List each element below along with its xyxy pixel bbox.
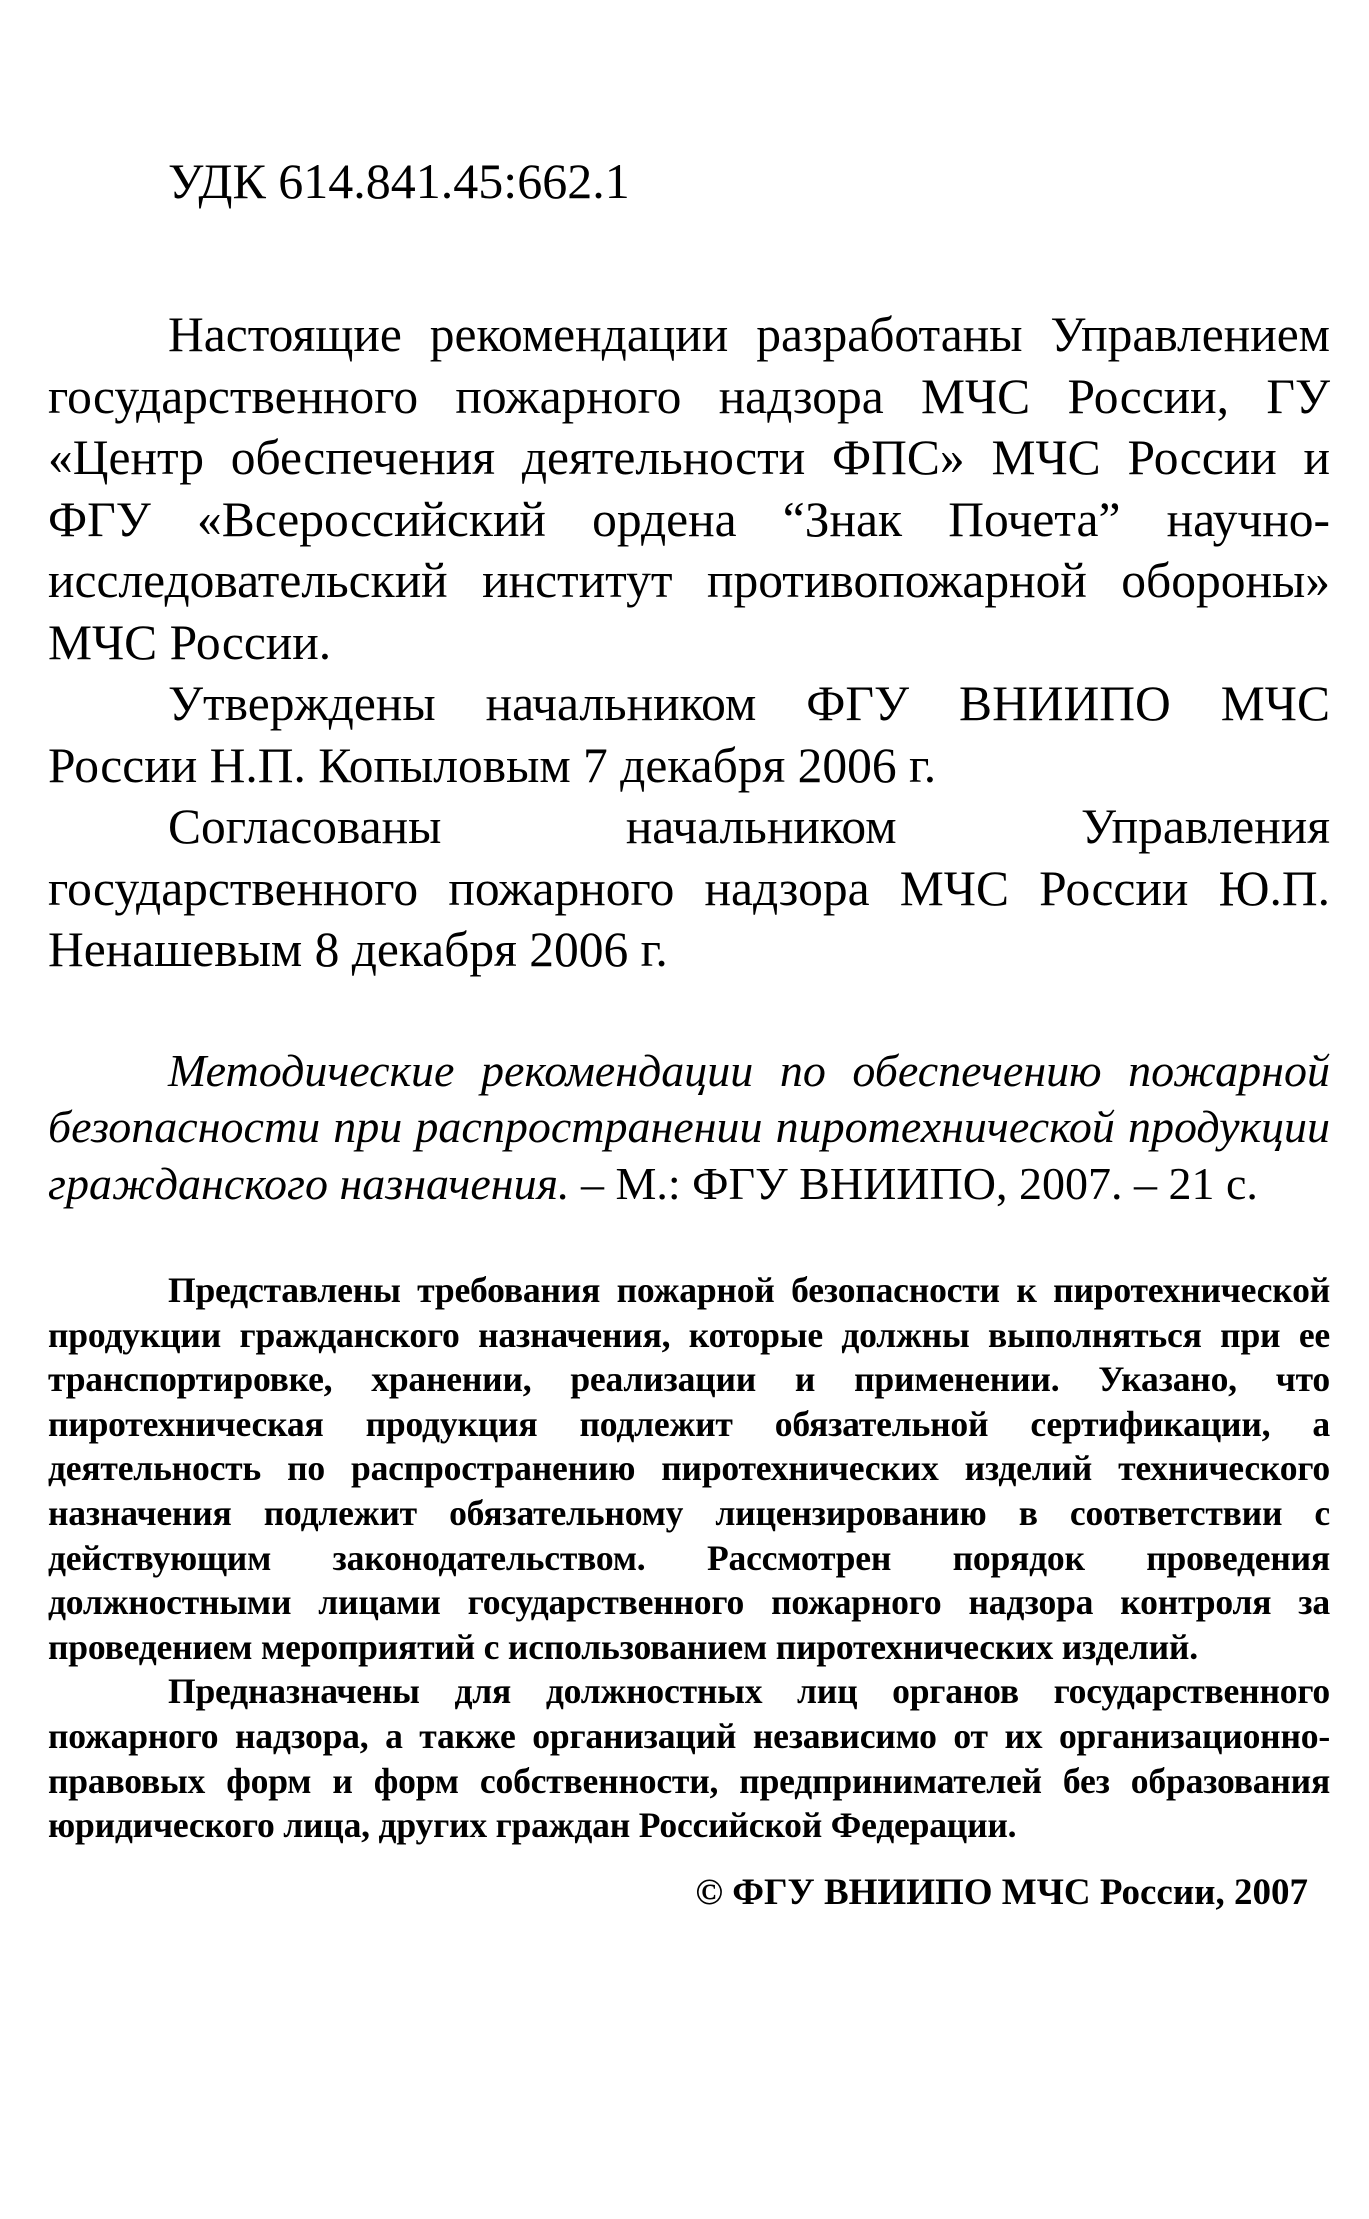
abstract-paragraph-2: Предназначены для должностных лиц органов государственного пожарного надзора, а также организаций независимо от их организационно-правовых форм и форм собственности, предпринимателей без образования юридического лица, других граждан Российской Федерации. — [48, 1671, 1330, 1846]
developers-paragraph: Настоящие рекомендации разработаны Управлением государственного пожарного надзора МЧС России, ГУ «Центр обеспечения деятельности ФПС» МЧС России и ФГУ «Всероссийский ордена “Знак Почета” научно-исследовательский институт противопожарной обороны» МЧС России. — [48, 307, 1330, 670]
abstract-paragraph-1: Представлены требования пожарной безопасности к пиротехнической продукции гражданского назначения, которые должны выполняться при ее транспортировке, хранении, реализации и применении. Указано, что пиротехническая продукция подлежит обязательной сертификации, а деятельность по распространению пиротехнических изделий технического назначения подлежит обязательному лицензированию в соответствии с действующим законодательством. Рассмотрен порядок проведения должностными лицами государственного пожарного надзора контроля за проведением мероприятий с использованием пиротехнических изделий. — [48, 1270, 1330, 1667]
udk-code: УДК 614.841.45:662.1 — [168, 153, 630, 209]
citation-title: Методические рекомендации по обеспечению пожарной безопасности при распространении пиротехнической продукции гражданского назначения. — [48, 1044, 1330, 1209]
agreement-paragraph: Согласованы начальником Управления государственного пожарного надзора МЧС России Ю.П. Ненашевым 8 декабря 2006 г. — [48, 799, 1330, 977]
bibliographic-citation — [48, 1043, 1330, 1213]
citation-publisher: – М.: ФГУ ВНИИПО, 2007. – 21 с. — [569, 1157, 1258, 1209]
page-content — [48, 150, 1330, 1916]
copyright-notice: © ФГУ ВНИИПО МЧС России, 2007 — [695, 1871, 1308, 1913]
approval-paragraph: Утверждены начальником ФГУ ВНИИПО МЧС России Н.П. Копыловым 7 декабря 2006 г. — [48, 676, 1330, 793]
abstract — [48, 1268, 1330, 1848]
front-matter — [48, 304, 1330, 981]
